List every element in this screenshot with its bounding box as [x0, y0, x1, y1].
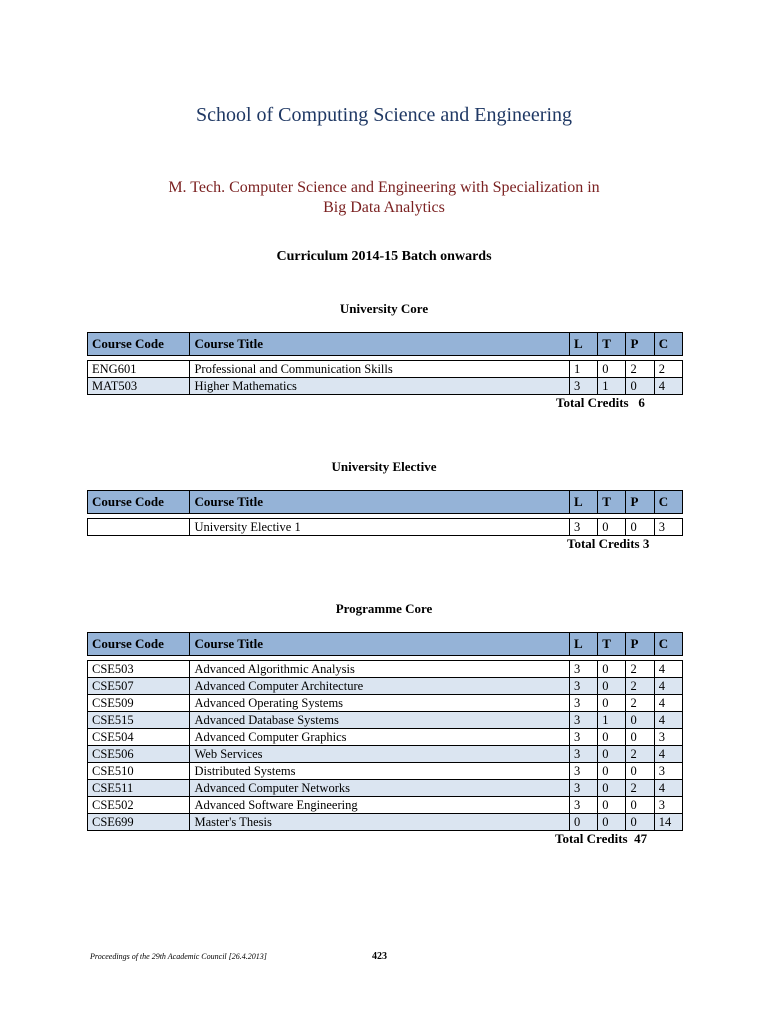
- university-elective-total: [567, 536, 649, 552]
- total-credits-label: Total Credits: [567, 536, 640, 551]
- cell-title: Professional and Communication Skills: [190, 361, 570, 378]
- cell-title: Higher Mathematics: [190, 378, 570, 395]
- header-p: P: [626, 333, 654, 356]
- cell-c: 3: [654, 763, 682, 780]
- header-course-title: Course Title: [190, 333, 570, 356]
- cell-code: CSE509: [88, 695, 190, 712]
- cell-c: 3: [654, 729, 682, 746]
- header-course-code: Course Code: [88, 491, 190, 514]
- programme-core-total: [555, 831, 647, 847]
- cell-c: 4: [654, 695, 682, 712]
- cell-t: 0: [598, 780, 626, 797]
- cell-code: CSE511: [88, 780, 190, 797]
- header-c: C: [654, 333, 682, 356]
- table-row: [88, 695, 683, 712]
- cell-c: 3: [654, 797, 682, 814]
- cell-title: Advanced Database Systems: [190, 712, 570, 729]
- cell-p: 2: [626, 678, 654, 695]
- university-core-heading: University Core: [339, 301, 429, 316]
- table-row: [88, 729, 683, 746]
- cell-title: Advanced Algorithmic Analysis: [190, 661, 570, 678]
- cell-l: 3: [570, 729, 598, 746]
- cell-t: 0: [598, 763, 626, 780]
- cell-l: 3: [570, 661, 598, 678]
- cell-code: CSE504: [88, 729, 190, 746]
- cell-c: 4: [654, 661, 682, 678]
- cell-p: 0: [626, 814, 654, 831]
- cell-t: 1: [598, 378, 626, 395]
- cell-p: 0: [626, 378, 654, 395]
- cell-p: 2: [626, 361, 654, 378]
- header-c: C: [654, 633, 682, 656]
- programme-title-line2: Big Data Analytics: [323, 199, 445, 216]
- cell-title: Advanced Software Engineering: [190, 797, 570, 814]
- cell-t: 0: [598, 678, 626, 695]
- cell-code: CSE503: [88, 661, 190, 678]
- university-elective-table: [87, 490, 683, 536]
- table-row: [88, 519, 683, 536]
- table-row: [88, 746, 683, 763]
- cell-t: 0: [598, 661, 626, 678]
- cell-t: 0: [598, 361, 626, 378]
- cell-p: 0: [626, 729, 654, 746]
- cell-t: 0: [598, 814, 626, 831]
- cell-p: 0: [626, 712, 654, 729]
- cell-title: Web Services: [190, 746, 570, 763]
- header-t: T: [598, 491, 626, 514]
- cell-t: 0: [598, 746, 626, 763]
- cell-p: 0: [626, 797, 654, 814]
- cell-l: 3: [570, 763, 598, 780]
- total-credits-label: Total Credits: [556, 395, 629, 410]
- university-elective-body: [88, 514, 683, 536]
- cell-code: CSE502: [88, 797, 190, 814]
- programme-title-line1: M. Tech. Computer Science and Engineering with Specialization in: [168, 179, 600, 196]
- cell-t: 0: [598, 729, 626, 746]
- cell-title: Master's Thesis: [190, 814, 570, 831]
- university-core-table: [87, 332, 683, 395]
- header-l: L: [570, 491, 598, 514]
- curriculum-heading: Curriculum 2014-15 Batch onwards: [276, 249, 492, 264]
- cell-code: CSE507: [88, 678, 190, 695]
- header-course-code: Course Code: [88, 333, 190, 356]
- table-row: [88, 678, 683, 695]
- cell-title: Advanced Computer Graphics: [190, 729, 570, 746]
- cell-l: 0: [570, 814, 598, 831]
- cell-l: 3: [570, 695, 598, 712]
- header-t: T: [598, 633, 626, 656]
- page-number: 423: [372, 951, 387, 962]
- header-p: P: [626, 633, 654, 656]
- programme-core-heading: Programme Core: [335, 601, 433, 616]
- cell-code: [88, 519, 190, 536]
- cell-p: 2: [626, 746, 654, 763]
- table-row: [88, 814, 683, 831]
- cell-c: 4: [654, 678, 682, 695]
- cell-l: 3: [570, 712, 598, 729]
- header-p: P: [626, 491, 654, 514]
- university-core-total: [556, 395, 645, 411]
- header-course-title: Course Title: [190, 633, 570, 656]
- cell-l: 1: [570, 361, 598, 378]
- cell-c: 4: [654, 746, 682, 763]
- table-row: [88, 780, 683, 797]
- table-row: [88, 661, 683, 678]
- cell-c: 3: [654, 519, 682, 536]
- cell-title: Advanced Computer Architecture: [190, 678, 570, 695]
- cell-code: CSE506: [88, 746, 190, 763]
- cell-p: 2: [626, 695, 654, 712]
- table-header-row: [88, 633, 683, 656]
- header-l: L: [570, 333, 598, 356]
- header-l: L: [570, 633, 598, 656]
- cell-c: 4: [654, 378, 682, 395]
- table-row: [88, 797, 683, 814]
- cell-title: University Elective 1: [190, 519, 570, 536]
- cell-p: 0: [626, 763, 654, 780]
- school-title: School of Computing Science and Engineering: [195, 104, 573, 126]
- cell-l: 3: [570, 519, 598, 536]
- programme-core-body: [88, 656, 683, 831]
- total-credits-label: Total Credits: [555, 831, 628, 846]
- cell-t: 0: [598, 695, 626, 712]
- table-row: [88, 378, 683, 395]
- table-header-row: [88, 333, 683, 356]
- header-course-code: Course Code: [88, 633, 190, 656]
- cell-code: ENG601: [88, 361, 190, 378]
- cell-code: CSE515: [88, 712, 190, 729]
- programme-title: [0, 178, 768, 218]
- programme-core-table: [87, 632, 683, 831]
- table-row: [88, 763, 683, 780]
- cell-t: 1: [598, 712, 626, 729]
- header-course-title: Course Title: [190, 491, 570, 514]
- cell-l: 3: [570, 746, 598, 763]
- header-c: C: [654, 491, 682, 514]
- university-elective-heading: University Elective: [331, 459, 437, 474]
- cell-t: 0: [598, 519, 626, 536]
- cell-l: 3: [570, 797, 598, 814]
- university-core-body: [88, 356, 683, 395]
- cell-p: 0: [626, 519, 654, 536]
- cell-code: CSE699: [88, 814, 190, 831]
- table-header-row: [88, 491, 683, 514]
- cell-c: 14: [654, 814, 682, 831]
- cell-c: 4: [654, 712, 682, 729]
- total-credits-value: 6: [638, 395, 645, 410]
- header-t: T: [598, 333, 626, 356]
- cell-t: 0: [598, 797, 626, 814]
- cell-c: 4: [654, 780, 682, 797]
- cell-l: 3: [570, 678, 598, 695]
- cell-c: 2: [654, 361, 682, 378]
- cell-l: 3: [570, 378, 598, 395]
- cell-code: CSE510: [88, 763, 190, 780]
- cell-code: MAT503: [88, 378, 190, 395]
- cell-l: 3: [570, 780, 598, 797]
- cell-title: Advanced Computer Networks: [190, 780, 570, 797]
- total-credits-value: 3: [642, 536, 650, 551]
- footer-proceedings: Proceedings of the 29th Academic Council [26.4.2013]: [90, 952, 267, 961]
- total-credits-value: 47: [634, 831, 648, 846]
- cell-p: 2: [626, 661, 654, 678]
- cell-p: 2: [626, 780, 654, 797]
- cell-title: Advanced Operating Systems: [190, 695, 570, 712]
- table-row: [88, 361, 683, 378]
- table-row: [88, 712, 683, 729]
- cell-title: Distributed Systems: [190, 763, 570, 780]
